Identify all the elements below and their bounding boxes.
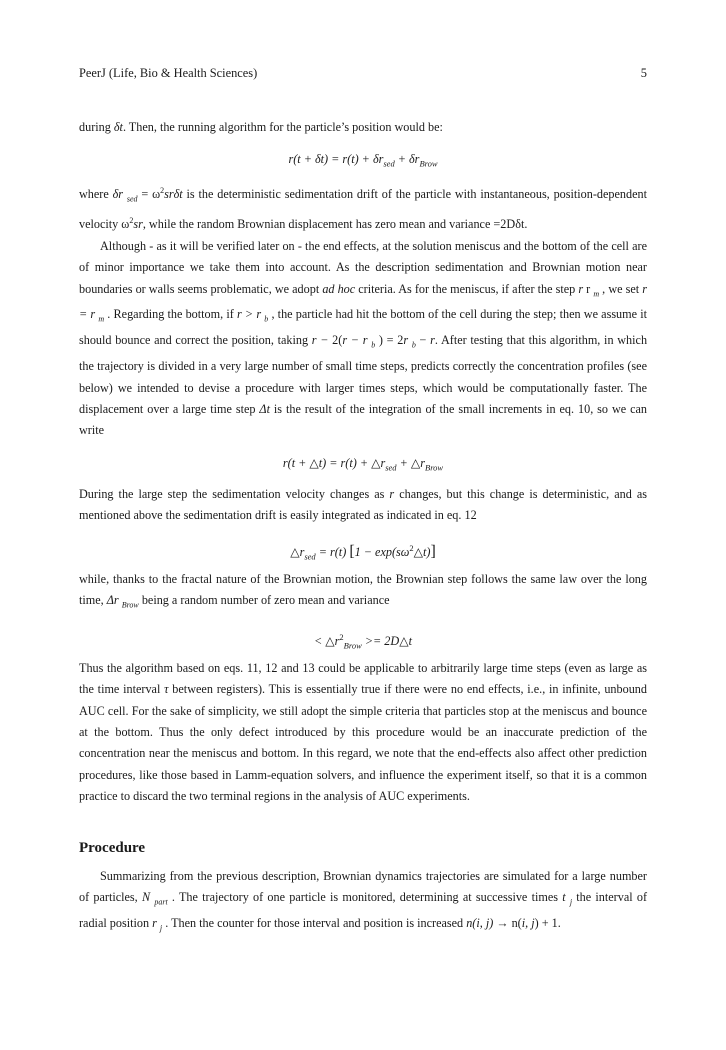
paragraph-drift-definition: where δr $_{sed} = \omega^2sr\delta t$ is the deterministic sedimentation drift of the particle with instantaneous, position-dependent velocity $\omega^2sr$, while the random Brownian displacement has zero mean and variance =2Dδt.: [79, 186, 647, 232]
paragraph-end-effects: Although - as it will be verified later on - the end effects, at the solution meniscus and the bottom of the cell are of minor importance we take them into account. As the description sedimentation and Brownian motion near boundaries or walls seems problematic, we adopt ad hoc criteria. As for the meniscus, if after the step r r $_m$ , we set r = r $_m$ . Regarding the bottom, if r > r $_b$ , the particle had hit the bottom of the cell during the step; then we assume it should bounce and correct the position, taking r − 2(r − r $_b$ ) = 2r $_b$ − r. After testing that this algorithm, in which the trajectory is divided in a very large number of small time steps, predicts correctly the concentration profiles (see below) we intended to devise a procedure with larger times steps, which would be computationally faster. The displacement over a large time step Δt is the result of the integration of the small increments in eq. 10, so we can write: [79, 238, 648, 438]
equation-large-step: r(t + △t) = $r(t) + \triangle r_{sed}$ + $\triangle r_{Brow}$: [282, 455, 444, 473]
equation-brownian-variance: < $\triangle r^2_{Brow}$ >= 2D△t: [314, 631, 412, 651]
paragraph-procedure: Summarizing from the previous description, Brownian dynamics trajectories are simulated for a large number of particles, N $_{part}$ . The trajectory of one particle is monitored, determining at successive times t $_j$ the interval of radial position r $_j$ . Then the counter for those interval and position is increased n(i, j) → n(i, j) + 1.: [79, 868, 648, 933]
page-body: [79, 116, 647, 939]
equation-sedimentation-drift: $\triangle r_{sed} = r(t) [1$ − $\exp(s\omega^2\triangle t)$]: [290, 542, 436, 562]
equation-position-update: $r(t + \delta t) = r(t) + \delta r_{sed} + \delta r_{Brow}$: [288, 152, 438, 169]
section-heading-procedure: Procedure: [79, 839, 146, 856]
journal-name: PeerJ (Life, Bio & Health Sciences): [79, 66, 258, 80]
paragraph-intro: during δt. Then, the running algorithm for the particle’s position would be:: [79, 120, 443, 134]
page-header: [79, 66, 647, 81]
paragraph-sedimentation-velocity: During the large step the sedimentation velocity changes as r changes, but this change is deterministic, and as mentioned above the sedimentation drift is easily integrated as indicated in eq. 12: [79, 486, 647, 523]
page-number: 5: [640, 66, 647, 80]
paragraph-algorithm-applicability: Thus the algorithm based on eqs. 11, 12 and 13 could be applicable to arbitrarily large time steps (even as large as the time interval τ between registers). This is essentially true if there were no end effects, i.e., in infinite, unbound AUC cell. For the sake of simplicity, we still adopt the simple criteria that particles stop at the meniscus and bounce at the bottom. Thus the only defect introduced by this procedure would be an inaccurate prediction of the concentration near the meniscus and bottom. In this regard, we note that the end-effects also affect other prediction procedures, like those based in Lamm-equation solvers, and influence the experiment itself, so that it is a common practice to discard the two terminal regions in the analysis of AUC experiments.: [79, 660, 647, 804]
paragraph-brownian-step: while, thanks to the fractal nature of the Brownian motion, the Brownian step follows the same law over the long time, Δr $_{Brow}$ being a random number of zero mean and variance: [79, 571, 647, 610]
